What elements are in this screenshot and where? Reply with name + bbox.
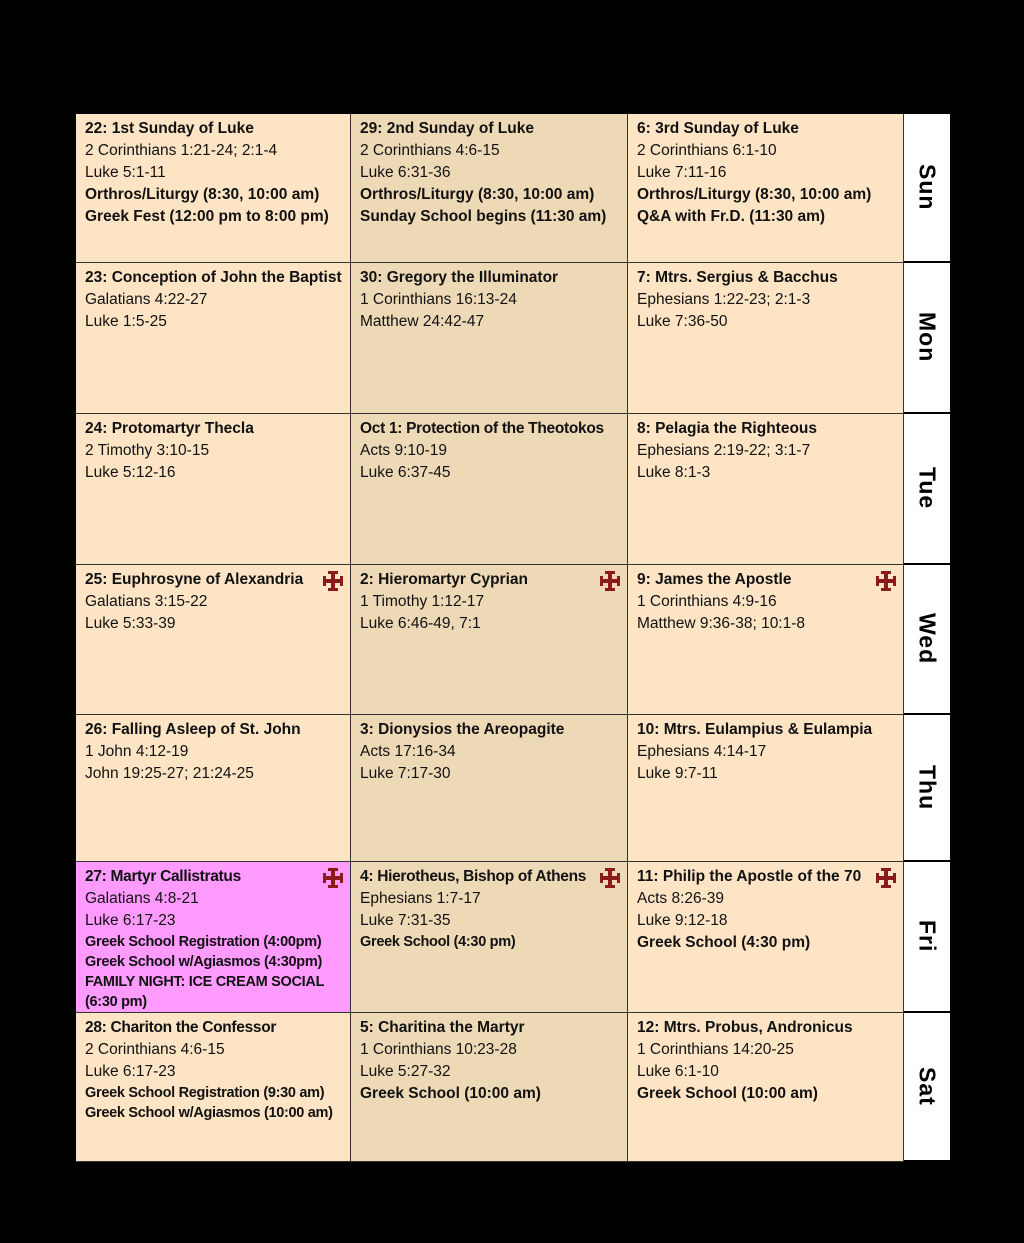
scripture-reading: Luke 7:36-50 [637, 313, 728, 330]
day-title: 30: Gregory the Illuminator [360, 269, 559, 286]
church-event: Greek School w/Agiasmos (10:00 am) [85, 1105, 333, 1121]
church-event: Greek School Registration (9:30 am) [85, 1085, 325, 1101]
scripture-reading: Luke 5:1-11 [85, 164, 166, 181]
church-event: Greek School (4:30 pm) [637, 934, 811, 951]
day-title: 8: Pelagia the Righteous [637, 420, 818, 437]
weekday-label-cell [904, 862, 950, 1013]
weekday-label: Sat [914, 1067, 941, 1106]
weekday-label: Fri [914, 920, 941, 953]
scripture-reading: 1 Corinthians 16:13-24 [360, 291, 517, 308]
scripture-reading: Luke 6:31-36 [360, 164, 451, 181]
scripture-reading: Luke 7:17-30 [360, 765, 451, 782]
scripture-reading: Luke 8:1-3 [637, 464, 711, 481]
scripture-reading: Ephesians 4:14-17 [637, 743, 767, 760]
scripture-reading: 1 Corinthians 10:23-28 [360, 1041, 517, 1058]
day-title: 2: Hieromartyr Cyprian [360, 571, 528, 588]
scripture-reading: Luke 5:27-32 [360, 1063, 451, 1080]
scripture-reading: John 19:25-27; 21:24-25 [85, 765, 254, 782]
calendar-day-cell [76, 114, 351, 263]
church-event: Greek School (4:30 pm) [360, 934, 516, 950]
weekday-label-cell [904, 565, 950, 715]
day-title: 23: Conception of John the Baptist [85, 269, 342, 286]
scripture-reading: Luke 7:31-35 [360, 912, 451, 929]
weekday-label: Sun [914, 164, 941, 211]
church-event: Greek School (10:00 am) [360, 1085, 541, 1102]
day-title: 4: Hierotheus, Bishop of Athens [360, 868, 587, 885]
scripture-reading: 1 Timothy 1:12-17 [360, 593, 485, 610]
calendar-day-cell [351, 263, 628, 414]
scripture-reading: Ephesians 1:22-23; 2:1-3 [637, 291, 811, 308]
weekday-label-cell [904, 114, 950, 263]
calendar-day-cell [76, 565, 351, 715]
calendar-day-cell [628, 263, 904, 414]
scripture-reading: Luke 6:37-45 [360, 464, 451, 481]
calendar-day-cell [76, 1013, 351, 1162]
calendar-day-cell [628, 715, 904, 862]
day-title: 7: Mtrs. Sergius & Bacchus [637, 269, 838, 286]
scripture-reading: 2 Corinthians 4:6-15 [360, 142, 500, 159]
jerusalem-cross-icon [874, 866, 898, 890]
calendar-day-cell [76, 862, 351, 1013]
weekday-label: Thu [914, 764, 941, 811]
day-title: Oct 1: Protection of the Theotokos [360, 420, 604, 437]
church-event: Q&A with Fr.D. (11:30 am) [637, 208, 826, 225]
weekday-label-cell [904, 715, 950, 862]
scripture-reading: Luke 9:7-11 [637, 765, 718, 782]
calendar-day-cell [351, 1013, 628, 1162]
scripture-reading: Acts 8:26-39 [637, 890, 725, 907]
church-event: Orthros/Liturgy (8:30, 10:00 am) [360, 186, 595, 203]
day-title: 12: Mtrs. Probus, Andronicus [637, 1019, 853, 1036]
scripture-reading: Acts 17:16-34 [360, 743, 456, 760]
jerusalem-cross-icon [598, 866, 622, 890]
scripture-reading: Matthew 24:42-47 [360, 313, 485, 330]
scripture-reading: 2 Corinthians 6:1-10 [637, 142, 777, 159]
scripture-reading: Galatians 4:8-21 [85, 890, 199, 907]
calendar-day-cell [628, 565, 904, 715]
jerusalem-cross-icon [321, 866, 345, 890]
weekday-label-cell [904, 414, 950, 565]
church-event: Greek Fest (12:00 pm to 8:00 pm) [85, 208, 329, 225]
scripture-reading: Luke 6:1-10 [637, 1063, 719, 1080]
scripture-reading: Luke 5:12-16 [85, 464, 176, 481]
weekday-label-cell [904, 263, 950, 414]
scripture-reading: Luke 5:33-39 [85, 615, 176, 632]
scripture-reading: Luke 6:46-49, 7:1 [360, 615, 481, 632]
calendar-day-cell [351, 862, 628, 1013]
scripture-reading: Luke 6:17-23 [85, 1063, 176, 1080]
scripture-reading: Matthew 9:36-38; 10:1-8 [637, 615, 806, 632]
scripture-reading: Galatians 3:15-22 [85, 593, 208, 610]
weekday-label: Tue [914, 467, 941, 510]
scripture-reading: 2 Timothy 3:10-15 [85, 442, 210, 459]
weekday-label: Mon [914, 312, 941, 363]
calendar-day-cell [351, 414, 628, 565]
day-title: 5: Charitina the Martyr [360, 1019, 525, 1036]
day-title: 26: Falling Asleep of St. John [85, 721, 301, 738]
day-title: 25: Euphrosyne of Alexandria [85, 571, 304, 588]
church-event: Greek School Registration (4:00pm) [85, 934, 322, 950]
church-event: Orthros/Liturgy (8:30, 10:00 am) [637, 186, 872, 203]
calendar-day-cell [628, 414, 904, 565]
scripture-reading: Acts 9:10-19 [360, 442, 448, 459]
calendar-day-cell [628, 1013, 904, 1162]
day-title: 11: Philip the Apostle of the 70 [637, 868, 862, 885]
scripture-reading: Ephesians 2:19-22; 3:1-7 [637, 442, 811, 459]
calendar-day-cell [351, 565, 628, 715]
scripture-reading: Luke 1:5-25 [85, 313, 167, 330]
scripture-reading: 2 Corinthians 1:21-24; 2:1-4 [85, 142, 278, 159]
calendar-day-cell [76, 715, 351, 862]
scripture-reading: Luke 7:11-16 [637, 164, 727, 181]
calendar-grid [76, 114, 950, 1162]
scripture-reading: 2 Corinthians 4:6-15 [85, 1041, 225, 1058]
day-title: 22: 1st Sunday of Luke [85, 120, 254, 137]
day-title: 9: James the Apostle [637, 571, 792, 588]
jerusalem-cross-icon [874, 569, 898, 593]
jerusalem-cross-icon [598, 569, 622, 593]
church-event: Greek School (10:00 am) [637, 1085, 818, 1102]
scripture-reading: Ephesians 1:7-17 [360, 890, 481, 907]
scripture-reading: 1 John 4:12-19 [85, 743, 189, 760]
scripture-reading: Luke 6:17-23 [85, 912, 176, 929]
church-event: Greek School w/Agiasmos (4:30pm) [85, 954, 322, 970]
calendar-day-cell [76, 263, 351, 414]
day-title: 24: Protomartyr Thecla [85, 420, 254, 437]
weekday-label: Wed [914, 613, 941, 665]
church-event: FAMILY NIGHT: ICE CREAM SOCIAL (6:30 pm) [85, 974, 324, 1010]
jerusalem-cross-icon [321, 569, 345, 593]
calendar-day-cell [351, 114, 628, 263]
day-title: 6: 3rd Sunday of Luke [637, 120, 799, 137]
day-title: 10: Mtrs. Eulampius & Eulampia [637, 721, 873, 738]
scripture-reading: Galatians 4:22-27 [85, 291, 208, 308]
scripture-reading: Luke 9:12-18 [637, 912, 728, 929]
church-event: Orthros/Liturgy (8:30, 10:00 am) [85, 186, 320, 203]
calendar-day-cell [76, 414, 351, 565]
church-event: Sunday School begins (11:30 am) [360, 208, 607, 225]
day-title: 29: 2nd Sunday of Luke [360, 120, 534, 137]
calendar-day-cell [351, 715, 628, 862]
calendar-day-cell [628, 862, 904, 1013]
calendar-day-cell [628, 114, 904, 263]
day-title: 28: Chariton the Confessor [85, 1019, 277, 1036]
weekday-label-cell [904, 1013, 950, 1162]
scripture-reading: 1 Corinthians 4:9-16 [637, 593, 777, 610]
scripture-reading: 1 Corinthians 14:20-25 [637, 1041, 794, 1058]
day-title: 3: Dionysios the Areopagite [360, 721, 565, 738]
day-title: 27: Martyr Callistratus [85, 868, 241, 885]
